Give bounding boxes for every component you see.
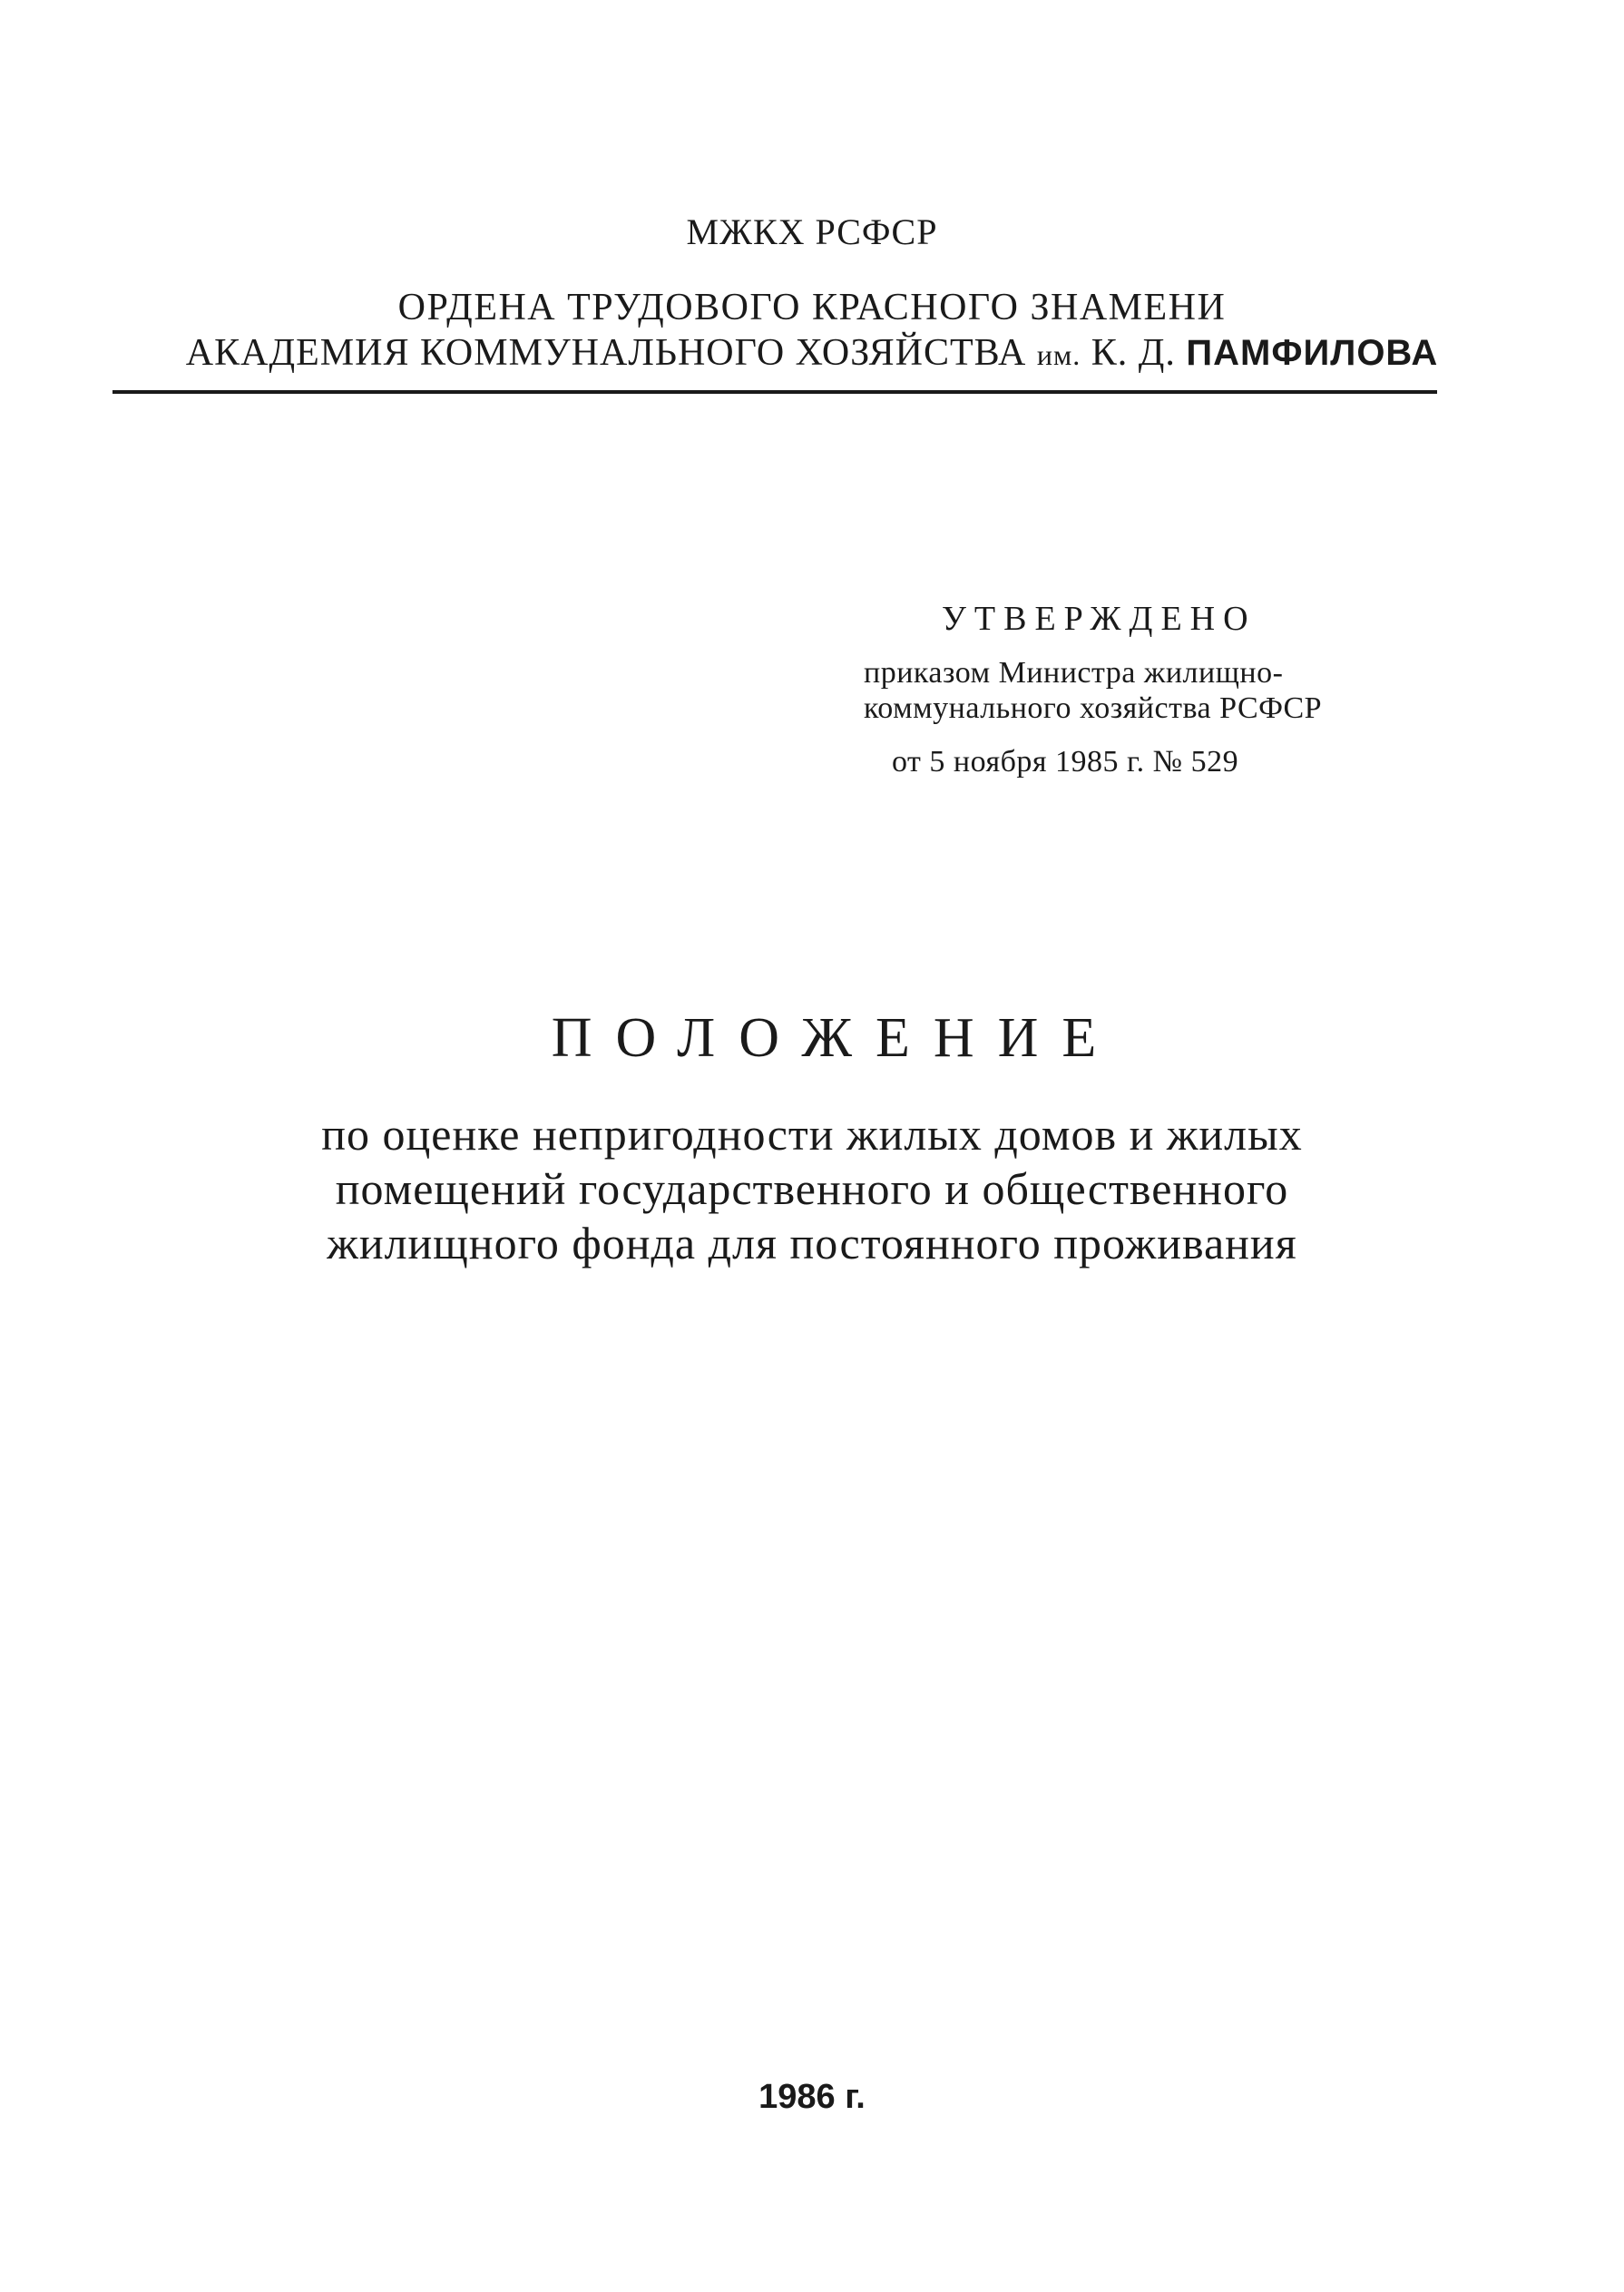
document-subtitle-line-2: помещений государственного и общественного xyxy=(335,1163,1289,1214)
approval-heading: УТВЕРЖДЕНО xyxy=(942,600,1257,638)
document-subtitle-line-3: жилищного фонда для постоянного проживания xyxy=(327,1218,1297,1268)
academy-initials: К. Д. xyxy=(1091,332,1176,374)
academy-name xyxy=(0,334,1624,372)
approval-line-2: коммунального хозяйства РСФСР xyxy=(864,691,1323,725)
order-of-red-banner: ОРДЕНА ТРУДОВОГО КРАСНОГО ЗНАМЕНИ xyxy=(397,287,1227,328)
header-divider xyxy=(113,390,1437,394)
approval-line-1: приказом Министра жилищно- xyxy=(864,656,1284,690)
document-subtitle-line-1: по оценке непригодности жилых домов и жилых xyxy=(321,1109,1303,1160)
approval-date: от 5 ноября 1985 г. № 529 xyxy=(892,745,1239,779)
academy-prefix: АКАДЕМИЯ КОММУНАЛЬНОГО ХОЗЯЙСТВА xyxy=(185,332,1027,374)
publication-year: 1986 г. xyxy=(758,2078,866,2116)
ministry-name: МЖКХ РСФСР xyxy=(686,211,938,252)
academy-im: им. xyxy=(1036,338,1081,371)
academy-surname: ПАМФИЛОВА xyxy=(1186,333,1439,373)
document-title: ПОЛОЖЕНИЕ xyxy=(551,1007,1120,1069)
